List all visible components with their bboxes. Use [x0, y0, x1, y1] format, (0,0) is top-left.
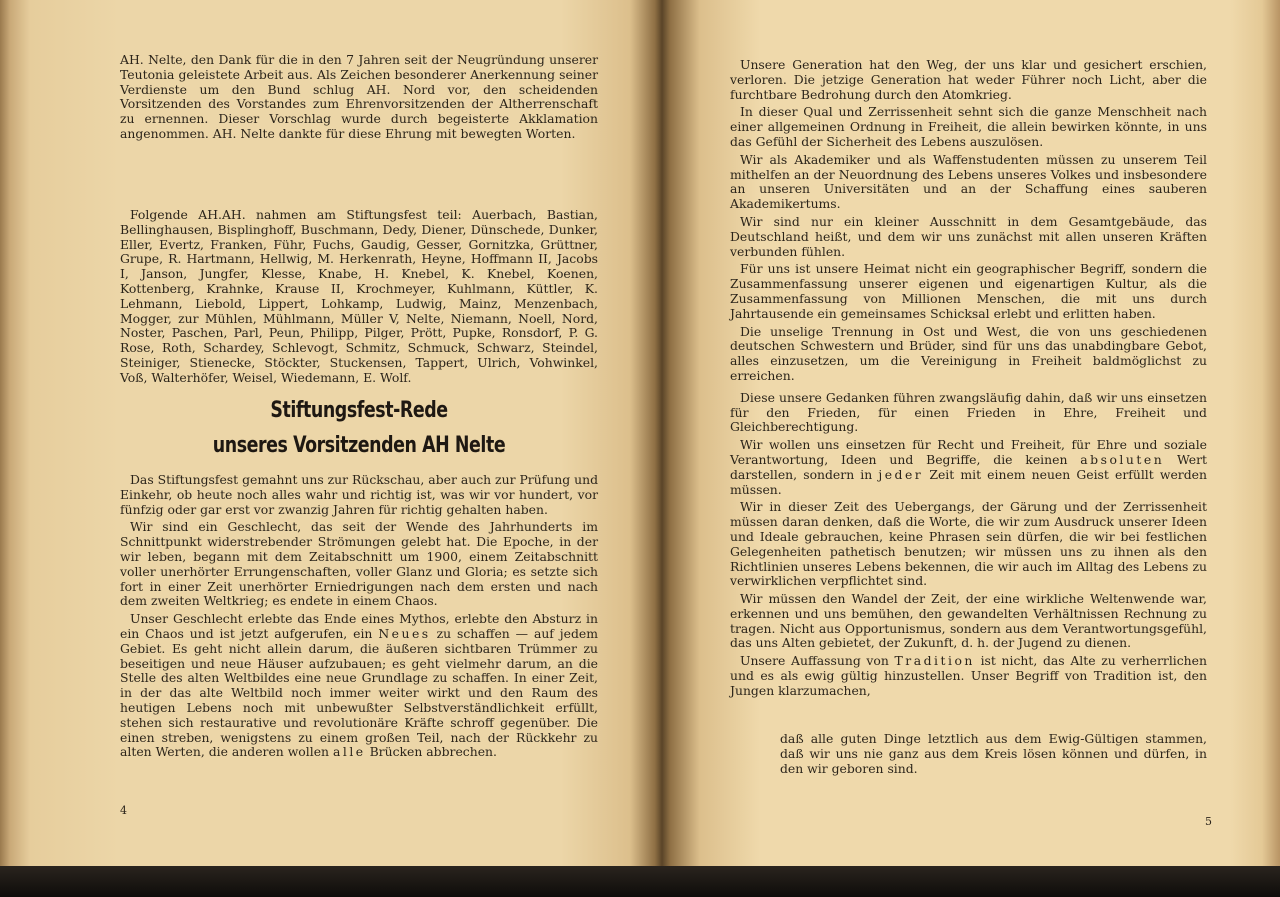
- text-run: ist nicht, das Alte zu verherrlichen und es als ewig gültig hinzustellen. Unser Begriff von Tradition ist, den Jungen klarzumachen,: [730, 653, 1207, 698]
- scan-bottom-edge: [0, 866, 1280, 897]
- paragraph: Das Stiftungsfest gemahnt uns zur Rückschau, aber auch zur Prüfung und Einkehr, ob heute noch alles wahr und richtig ist, was wir vor hundert, vor fünfzig oder gar erst vor zwanzig Jahren für richtig gehalten haben.: [120, 472, 598, 517]
- text-run: zu schaffen — auf jedem Gebiet. Es geht nicht allein darum, die äußeren sichtbaren Trümmer zu beseitigen und neue Häuser aufzubauen; es geht vielmehr darum, an die Stelle des alten Weltbildes eine neue Grundlage zu schaffen. In einer Zeit, in der das alte Weltbild noch immer weiter wirkt und den Raum des heutigen Lebens noch mit unbewußter Selbstverständlichkeit erfüllt, stehen sich restaurative und revolutionäre Kräfte schroff gegenüber. Die einen streben, wenigstens zu einem großen Teil, nach der Rückkehr zu alten Werten, die anderen wollen: [120, 625, 598, 760]
- indented-quote: daß alle guten Dinge letztlich aus dem Ewig-Gültigen stammen, daß wir uns nie ganz aus dem Kreis lösen können und dürfen, in den wir geboren sind.: [780, 731, 1207, 776]
- page-number-left: 4: [120, 804, 127, 817]
- page-number-right: 5: [1205, 815, 1212, 828]
- left-page: [0, 0, 655, 866]
- paragraph: In dieser Qual und Zerrissenheit sehnt sich die ganze Menschheit nach einer allgemeinen Ordnung in Freiheit, die allein bewirken könnte, in uns das Gefühl der Sicherheit des Lebens auszulösen.: [730, 104, 1207, 149]
- paragraph: Wir in dieser Zeit des Uebergangs, der Gärung und der Zerrissenheit müssen daran denken, daß die Worte, die wir zum Ausdruck unserer Ideen und Ideale gebrauchen, keine Phrasen sein dürfen, die wir bei festlichen Gelegenheiten pathetisch benutzen; wir müssen uns zu ihnen als den Richtlinien unseres Lebens bekennen, die wir auch im Alltag des Lebens zu verwirklichen verpflichtet sind.: [730, 499, 1207, 589]
- paragraph: AH. Nelte, den Dank für die in den 7 Jahren seit der Neugründung unserer Teutonia geleistete Arbeit aus. Als Zeichen besonderer Anerkennung seiner Verdienste um den Bund schlug AH. Nord vor, den scheidenden Vorsitzenden des Vorstandes zum Ehrenvorsitzenden der Altherrenschaft zu ernennen. Dieser Vorschlag wurde durch begeisterte Akklamation angenommen. AH. Nelte dankte für diese Ehrung mit bewegten Worten.: [120, 52, 598, 141]
- paragraph: [730, 438, 1207, 497]
- paragraph: Wir müssen den Wandel der Zeit, der eine wirkliche Weltenwende war, erkennen und uns bemühen, den gewandelten Verhältnissen Rechnung zu tragen. Nicht aus Opportunismus, sondern aus dem Verantwortungsgefühl, das uns Alten gebietet, der Zukunft, d. h. der Jugend zu dienen.: [730, 591, 1207, 651]
- emphasis-text: alle: [332, 744, 366, 760]
- text-run: Zeit mit einem neuen Geist erfüllt werden müssen.: [730, 466, 1207, 497]
- paragraph: [730, 654, 1207, 698]
- left-top-paragraph-block: [120, 53, 598, 142]
- emphasis-text: jeder: [878, 466, 924, 482]
- text-run: Wir wollen uns einsetzen für Recht und Freiheit, für Ehre und soziale Verantwortung, Ideen und Begriffe, die keinen: [730, 437, 1207, 467]
- attendees-block: [120, 208, 598, 386]
- text-run: Unser Geschlecht erlebte das Ende eines Mythos, erlebte den Absturz in ein Chaos und ist jetzt aufgerufen, ein: [120, 611, 598, 641]
- text-run: Brücken abbrechen.: [369, 744, 497, 760]
- paragraph: Diese unsere Gedanken führen zwangsläufig dahin, daß wir uns einsetzen für den Frieden, für einen Frieden in Ehre, Freiheit und Gleichberechtigung.: [730, 389, 1207, 435]
- paragraph: Wir als Akademiker und als Waffenstudenten müssen zu unserem Teil mithelfen an der Neuordnung des Lebens unseres Volkes und insbesondere an unseren Universitäten und an der Schaffung eines sauberen Akademikertums.: [730, 151, 1207, 212]
- speech-heading-line1: Stiftungsfest-Rede: [270, 398, 448, 423]
- emphasis-text: Neues: [378, 625, 431, 641]
- text-run: Unsere Auffassung von: [740, 653, 889, 669]
- emphasis-text: absoluten: [1080, 451, 1165, 467]
- paragraph: Wir sind ein Geschlecht, das seit der Wende des Jahrhunderts im Schnittpunkt widerstrebender Strömungen gelebt hat. Die Epoche, in der wir leben, begann mit dem Zeitabschnitt um 1900, einem Zeitabschnitt voller unerhörter Errungenschaften, voller Glanz und Gloria; es setzte sich fort in einer Zeit unerhörter Erniedrigungen nach dem ersten und nach dem zweiten Weltkrieg; es endete in einem Chaos.: [120, 519, 598, 609]
- right-body: [730, 58, 1207, 699]
- paragraph: Die unselige Trennung in Ost und West, die von uns geschiedenen deutschen Schwestern und Brüder, sind für uns das unabdingbare Gebot, alles einzusetzen, um die Vereinigung in Freiheit baldmöglichst zu erreichen.: [730, 323, 1207, 383]
- paragraph: Unsere Generation hat den Weg, der uns klar und gesichert erschien, verloren. Die jetzige Generation hat weder Führer noch Licht, aber die furchtbare Bedrohung durch den Atomkrieg.: [730, 57, 1207, 102]
- paragraph: Wir sind nur ein kleiner Ausschnitt in dem Gesamtgebäude, das Deutschland heißt, und dem wir uns zunächst mit allen unseren Kräften verbunden fühlen.: [730, 213, 1207, 259]
- speech-heading-line2: unseres Vorsitzenden AH Nelte: [212, 433, 506, 458]
- speech-body: [120, 473, 598, 760]
- emphasis-text: Tradition: [894, 653, 975, 669]
- paragraph: [120, 612, 598, 760]
- text-run: Wert darstellen, sondern in: [730, 451, 1207, 482]
- paragraph: Für uns ist unsere Heimat nicht ein geographischer Begriff, sondern die Zusammenfassung unserer eigenen und eigenartigen Kultur, als die Zusammenfassung von Millionen Menschen, die mit uns durch Jahrtausende ein gemeinsames Schicksal erlebt und erlitten haben.: [730, 261, 1207, 321]
- right-page: [665, 0, 1280, 866]
- attendees-paragraph: Folgende AH.AH. nahmen am Stiftungsfest teil: Auerbach, Bastian, Bellinghausen, Bisplinghoff, Buschmann, Dedy, Diener, Dünschede, Dunker, Eller, Evertz, Franken, Führ, Fuchs, Gaudig, Gesser, Gornitzka, Grüttner, Grupe, R. Hartmann, Hellwig, M. Herkenrath, Heyne, Hoffmann II, Jacobs I, Janson, Jungfer, Klesse, Knabe, H. Knebel, K. Knebel, Koenen, Kottenberg, Krahnke, Krause II, Krochmeyer, Kuhlmann, Küttler, K. Lehmann, Liebold, Lippert, Lohkamp, Ludwig, Mainz, Menzenbach, Mogger, zur Mühlen, Mühlmann, Müller V, Nelte, Niemann, Noell, Nord, Noster, Paschen, Parl, Peun, Philipp, Pilger, Prött, Pupke, Ronsdorf, P. G. Rose, Roth, Schardey, Schlevogt, Schmitz, Schmuck, Schwarz, Steindel, Steiniger, Stienecke, Stöckter, Stuckensen, Tappert, Ulrich, Vohwinkel, Voß, Walterhöfer, Weisel, Wiedemann, E. Wolf.: [120, 207, 598, 385]
